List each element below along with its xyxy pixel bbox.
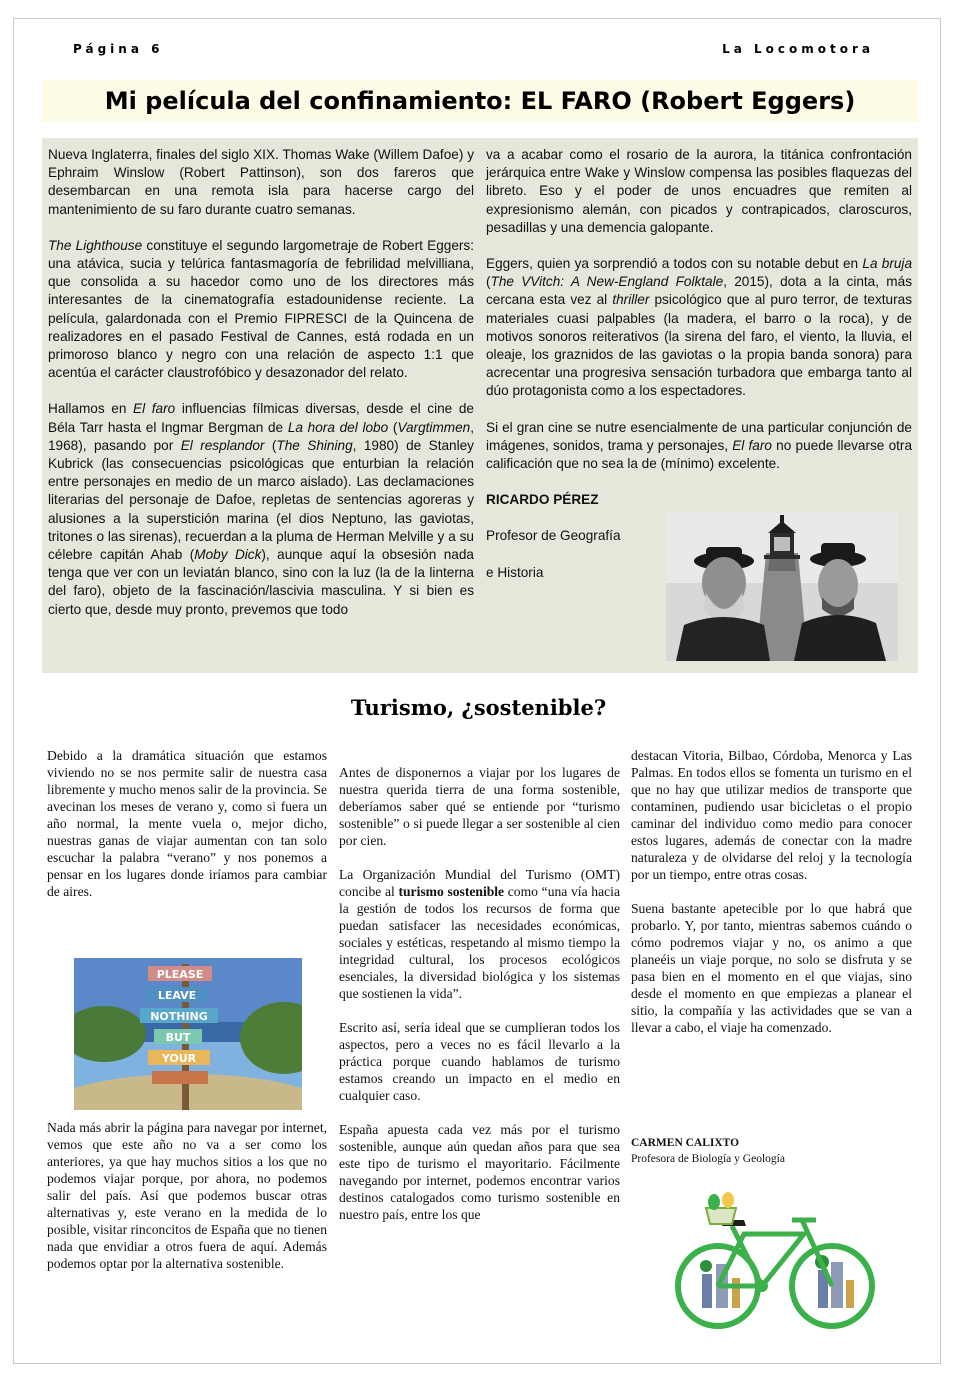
article2-paragraph-7: destacan Vitoria, Bilbao, Córdoba, Menorca y Las Palmas. En todos ellos se fomenta un turismo en el que no hay que utilizar medios de transporte que contaminen, pudiendo usar bicicletas o el propio caminar del individuo como medio para conocer estos lugares, además de conectar con la madre naturaleza y de olvidarse del reloj y la tecnología por un tiempo, entre otras cosas. bbox=[631, 748, 912, 882]
article1-title-band bbox=[42, 80, 918, 122]
article2-paragraph-4: La Organización Mundial del Turismo (OMT) concibe al turismo sostenible como “una vía hacia la gestión de todos los recursos de forma que puedan satisfacer las necesidades económicas, sociales y estéticas, respetando al mismo tiempo la integridad cultural, los procesos ecológicos esenciales, la diversidad biológica y los sistemas que sostienen la vida”. bbox=[339, 867, 620, 1001]
article1-paragraph-5: Eggers, quien ya sorprendió a todos con su notable debut en La bruja (The VVitch: A New-England Folktale, 2015), dota a la cinta, más cercana esta vez al thriller psicológico que al puro terror, de texturas materiales cuasi palpables (la madera, el barro o la roca), y de motivos sonoros reiterativos (la sirena del faro, el viento, la lluvia, el oleaje, los graznidos de las gaviotas o la propia banda sonora) para acrecentar una progresiva sensación turbadora que embarga tanto al dúo protagonista como a los espectadores. bbox=[486, 256, 913, 399]
article2-column-1-continued bbox=[47, 1119, 327, 1289]
key-term: turismo sostenible bbox=[398, 884, 505, 899]
article2-author: CARMEN CALIXTO bbox=[631, 1137, 740, 1149]
article2-paragraph-5: Escrito así, sería ideal que se cumplieran todos los aspectos, pero a veces no es fácil llevarlo a la práctica porque cuando hablamos de turismo estamos creando un impacto en el medio en cualquier caso. bbox=[339, 1020, 620, 1103]
bicycle-icon bbox=[632, 1190, 911, 1336]
article2-paragraph-3: Antes de disponernos a viajar por los lugares de nuestra querida tierra de una forma sostenible, deberíamos saber qué se entiende por “turismo sostenible” o si puede llegar a ser sostenible al cien por cien. bbox=[339, 765, 620, 848]
article2-paragraph-2: Nada más abrir la página para navegar por internet, vemos que este año no va a ser como los anteriores, ya que hay muchos sitios a los que no podemos viajar porque, por ahora, no podemos salir del país. Así que podemos buscar otras alternativas y, este verano en la medida de lo posible, visitar rinconcitos de España que no tienen nada que envidiar a otros fuera de aquí. Además podemos optar por la alternativa sostenible. bbox=[47, 1120, 327, 1271]
article1-column-1 bbox=[48, 146, 474, 637]
sign-word-leave: LEAVE bbox=[157, 989, 197, 1002]
article2-author-role: Profesora de Biología y Geología bbox=[631, 1153, 785, 1165]
article1-paragraph-4: va a acabar como el rosario de la aurora, la titánica confrontación jerárquica entre Wake y Winslow compensa las posibles flaquezas del libreto. Eso y el poder de unos encuadres que remiten al expresionismo alemán, con picados y contrapicados, claroscuros, pesadillas y una demencia galopante. bbox=[486, 147, 912, 235]
article1-paragraph-1: Nueva Inglaterra, finales del siglo XIX. Thomas Wake (Willem Dafoe) y Ephraim Winslow (Robert Pattinson), son dos fareros que desembarcan en una remota isla para hacerse cargo del mantenimiento de su faro durante cuatro semanas. bbox=[48, 147, 474, 217]
article1-paragraph-6: Si el gran cine se nutre esencialmente de una particular conjunción de imágenes, sonidos, trama y personajes, El faro no puede llevarse otra calificación que no sea la de (mínimo) excelente. bbox=[486, 419, 913, 472]
article1-author-role: Profesor de Geografía bbox=[486, 528, 621, 544]
sign-word-but: BUT bbox=[165, 1031, 191, 1044]
article2-column-3 bbox=[631, 747, 912, 1053]
sign-word-please: PLEASE bbox=[156, 968, 204, 981]
article1-paragraph-3: Hallamos en El faro influencias fílmicas diversas, desde el cine de Béla Tarr hasta el Ingmar Bergman de La hora del lobo (Vargtimmen, 1968), pasando por El resplandor (The Shining, 1980) de Stanley Kubrick (las consecuencias psicológicas que enturbian la relación entre personajes en medio de un marco aislado). Las declamaciones literarias del personaje de Dafoe, repletas de sentencias agoreras y alusiones a la superstición marina (el dios Neptuno, las gaviotas, tritones o las sirenas), recuerdan a la pluma de Herman Melville y a su célebre capitán Ahab (Moby Dick), aunque aquí la obsesión nada tenga que ver con un leviatán blanco, sino con la luz (la de la linterna del faro), objeto de la fascinación/lascivia masculina. Y si bien es cierto que, desde muy pronto, prevemos que todo bbox=[48, 401, 474, 617]
article1-author: RICARDO PÉREZ bbox=[486, 492, 599, 508]
article2-column-1 bbox=[47, 747, 327, 917]
beach-signpost-photo bbox=[74, 958, 302, 1110]
eco-bicycle-illustration bbox=[632, 1190, 911, 1336]
article1-paragraph-2: The Lighthouse constituye el segundo largometraje de Robert Eggers: una atávica, sucia y telúrica fantasmagoría de febrilidad melvilliana, que consolida a su hacedor como uno de los directores más interesantes de la cinematografía estadounidense reciente. La película, galardonada con el Premio FIPRESCI de la Quincena de realizadores en el pasado Festival de Cannes, está rodada en un primoroso blanco y negro con una relación de aspecto 1:1 que acentúa el carácter claustrofóbico y desazonador del relato. bbox=[48, 237, 474, 381]
page-number: Página 6 bbox=[73, 42, 164, 56]
article2-paragraph-6: España apuesta cada vez más por el turismo sostenible, aunque aún quedan años para que sea este tipo de turismo el mayoritario. Fácilmente navegando por internet, podemos encontrar varios destinos catalogados como turismo sostenible en nuestro país, entre los que bbox=[339, 1122, 620, 1222]
article2-title: Turismo, ¿sostenible? bbox=[350, 695, 607, 720]
film-title: The Lighthouse bbox=[48, 237, 143, 253]
sign-word-nothing: NOTHING bbox=[150, 1010, 208, 1023]
sign-word-your: YOUR bbox=[161, 1052, 197, 1065]
lighthouse-illustration bbox=[666, 513, 898, 661]
lighthouse-film-photo bbox=[666, 513, 898, 661]
publication-name: La Locomotora bbox=[722, 42, 874, 56]
article2-column-2 bbox=[339, 764, 620, 1240]
article2-paragraph-1: Debido a la dramática situación que estamos viviendo no se nos permite salir de nuestra casa libremente y mucho menos salir de la provincia. Se avecinan los meses de verano y, como si fuera un año normal, la mente vuela o, mejor dicho, nuestras ganas de viajar aumentan con tan solo escuchar la palabra “verano” y nos ponemos a pensar en los lugares donde iríamos para cambiar de aires. bbox=[47, 748, 327, 899]
article1-title: Mi película del confinamiento: EL FARO (Robert Eggers) bbox=[104, 87, 856, 115]
article1-author-role-2: e Historia bbox=[486, 564, 544, 580]
article2-paragraph-8: Suena bastante apetecible por lo que habrá que probarlo. Y, por tanto, mientras sabemos cuándo o cómo podremos viajar y no, os animo a que planeéis un viaje porque, no solo se disfruta y se pasa bien en el momento en el que viajas, sino desde el momento en que empiezas a planear el sitio, la compañía y las actividades que se van a llevar a cabo, el viaje ha comenzado. bbox=[631, 901, 912, 1035]
signpost-illustration bbox=[74, 958, 302, 1110]
article1-box bbox=[42, 138, 918, 673]
